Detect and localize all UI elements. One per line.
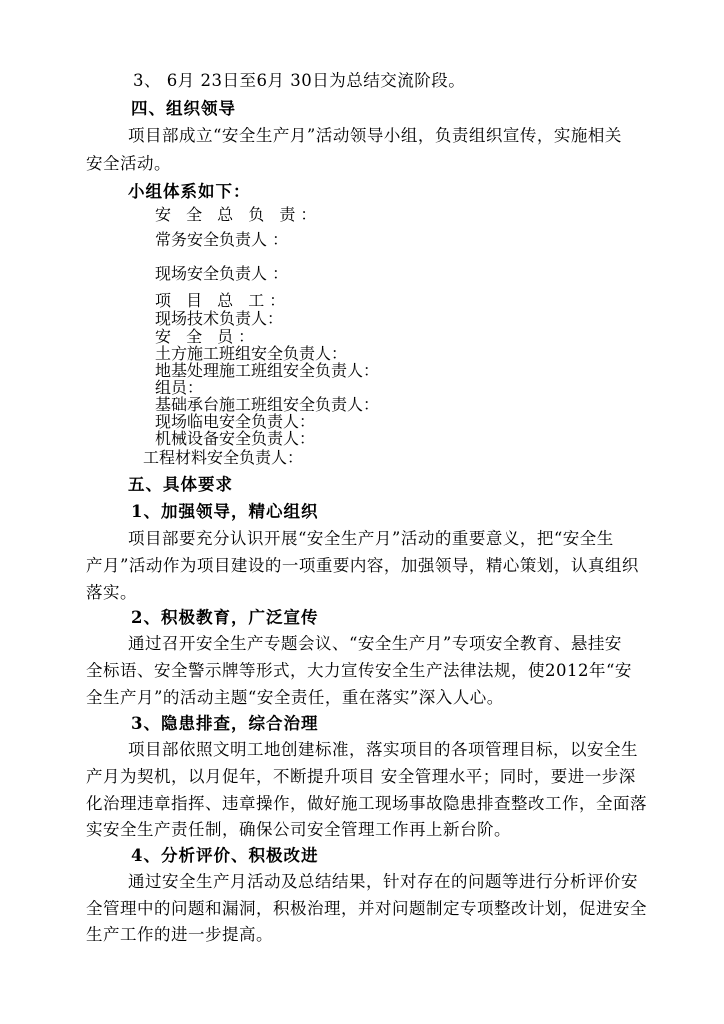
team-role-safety-officer: 安 全 员： xyxy=(155,327,260,346)
section-4-heading: 四、组织领导 xyxy=(131,99,236,118)
team-role-foundation-treatment: 地基处理施工班组安全负责人： xyxy=(155,361,380,380)
team-members: 组员： xyxy=(155,378,204,397)
sub-1-heading: 1、加强领导，精心组织 xyxy=(131,502,319,521)
team-role-machinery: 机械设备安全负责人： xyxy=(155,429,316,448)
team-role-chief-engineer: 项 目 总 工： xyxy=(155,291,291,310)
team-role-onsite: 现场安全负责人 ： xyxy=(155,264,289,283)
sub-1-paragraph-line: 项目部要充分认识开展“安全生产月”活动的重要意义，把“安全生 xyxy=(128,529,614,548)
team-role-general: 安 全 总 负 责： xyxy=(155,205,322,224)
sub-3-paragraph-line: 产月为契机，以月促年，不断提升项目 安全管理水平；同时，要进一步深 xyxy=(86,767,636,786)
item-3-text: 3、 6月 23日至6月 30日为总结交流阶段。 xyxy=(133,71,466,90)
sub-2-paragraph-line: 全生产月”的活动主题“安全责任，重在落实”深入人心。 xyxy=(86,688,504,707)
sub-4-heading: 4、分析评价、积极改进 xyxy=(131,846,319,865)
sub-3-paragraph-line: 化治理违章指挥、违章操作，做好施工现场事故隐患排查整改工作，全面落 xyxy=(86,794,647,813)
sub-1-paragraph-line: 产月”活动作为项目建设的一项重要内容，加强领导，精心策划，认真组织 xyxy=(86,556,639,575)
sub-4-paragraph-line: 生产工作的进一步提高。 xyxy=(86,925,273,944)
sub-2-heading: 2、积极教育，广泛宣传 xyxy=(131,608,319,627)
sub-3-paragraph-line: 实安全生产责任制，确保公司安全管理工作再上新台阶。 xyxy=(86,820,511,839)
team-role-earthwork: 土方施工班组安全负责人： xyxy=(155,344,348,363)
team-role-pile-cap: 基础承台施工班组安全负责人： xyxy=(155,395,380,414)
team-role-executive: 常务安全负责人 ： xyxy=(155,230,289,249)
section-5-heading: 五、具体要求 xyxy=(128,475,233,494)
team-role-temp-power: 现场临电安全负责人： xyxy=(155,412,316,431)
sub-4-paragraph-line: 通过安全生产月活动及总结结果，针对存在的问题等进行分析评价安 xyxy=(128,872,638,891)
sub-2-paragraph-line: 通过召开安全生产专题会议、“安全生产月”专项安全教育、悬挂安 xyxy=(128,634,622,653)
team-role-materials: 工程材料安全负责人： xyxy=(143,448,304,467)
sub-1-paragraph-line: 落实。 xyxy=(86,583,137,602)
sub-4-paragraph-line: 全管理中的问题和漏洞，积极治理，并对问题制定专项整改计划，促进安全 xyxy=(86,899,647,918)
section-4-paragraph-line: 安全活动。 xyxy=(86,154,171,173)
sub-2-paragraph-line: 全标语、安全警示牌等形式，大力宣传安全生产法律法规，使2012年“安 xyxy=(86,661,632,680)
sub-3-paragraph-line: 项目部依照文明工地创建标准，落实项目的各项管理目标，以安全生 xyxy=(128,740,638,759)
team-heading: 小组体系如下： xyxy=(128,182,251,201)
sub-3-heading: 3、隐患排查，综合治理 xyxy=(131,714,319,733)
team-role-tech: 现场技术负责人： xyxy=(155,309,284,328)
section-4-paragraph-line: 项目部成立“安全生产月”活动领导小组，负责组织宣传，实施相关 xyxy=(128,126,622,145)
